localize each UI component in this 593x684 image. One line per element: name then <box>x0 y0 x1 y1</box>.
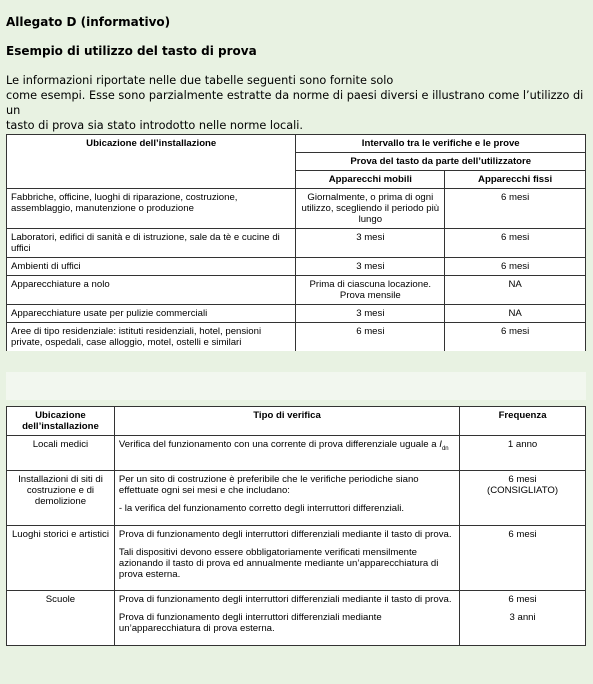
verification-type-table <box>6 406 586 646</box>
annex-title: Allegato D (informativo) <box>6 15 171 29</box>
frequency-note: (CONSIGLIATO) <box>487 485 559 496</box>
cell-location: Installazioni di siti di costruzione e di demolizione <box>7 471 115 526</box>
cell-type-text: Per un sito di costruzione è preferibile che le verifiche periodiche siano effettuate ogni sei mesi e che includano: <box>118 474 419 496</box>
test-interval-table <box>6 134 586 351</box>
page-separator-band <box>6 372 586 400</box>
cell-fixed: 6 mesi <box>445 258 586 276</box>
cell-fixed: 6 mesi <box>445 189 586 229</box>
cell-mobile: 6 mesi <box>296 323 445 352</box>
table-row <box>7 591 586 646</box>
cell-mobile: 3 mesi <box>296 258 445 276</box>
cell-location: Apparecchiature usate per pulizie commerciali <box>7 305 296 323</box>
cell-fixed: 6 mesi <box>445 229 586 258</box>
cell-mobile: Giornalmente, o prima di ogni utilizzo, scegliendo il periodo più lungo <box>296 189 445 229</box>
header-user-test: Prova del tasto da parte dell’utilizzatore <box>296 153 586 171</box>
section-title: Esempio di utilizzo del tasto di prova <box>6 44 257 58</box>
cell-frequency: 6 mesi <box>460 526 586 591</box>
cell-location: Laboratori, edifici di sanità e di istruzione, sale da tè e cucine di uffici <box>7 229 296 258</box>
cell-fixed: 6 mesi <box>445 323 586 352</box>
table-row <box>7 189 586 229</box>
table-row <box>7 471 586 526</box>
header-type: Tipo di verifica <box>114 407 459 436</box>
cell-type <box>114 436 459 471</box>
cell-location: Ambienti di uffici <box>7 258 296 276</box>
cell-type-note: Tali dispositivi devono essere obbligatoriamente verificati mensilmente azionando il tasto di prova ed annualmente mediante un’apparecchiatura di prova esterna. <box>118 547 439 580</box>
cell-type-text: Verifica del funzionamento con una corrente di prova differenziale uguale a <box>118 439 440 450</box>
cell-frequency <box>460 591 586 646</box>
table-row <box>7 323 586 352</box>
cell-mobile: 3 mesi <box>296 305 445 323</box>
header-interval: Intervallo tra le verifiche e le prove <box>296 135 586 153</box>
symbol-i: I <box>439 439 442 450</box>
header-location: Ubicazione dell’installazione <box>7 135 296 189</box>
header-mobile: Apparecchi mobili <box>296 171 445 189</box>
cell-frequency: 1 anno <box>460 436 586 471</box>
cell-location: Fabbriche, officine, luoghi di riparazione, costruzione, assemblaggio, manutenzione o produzione <box>7 189 296 229</box>
symbol-subscript: dn <box>441 445 449 452</box>
cell-fixed: NA <box>445 276 586 305</box>
frequency-value-2: 3 anni <box>509 612 536 623</box>
intro-line-2: come esempi. Esse sono parzialmente estratte da norme di paesi diversi e illustrano come l’utilizzo di un <box>6 89 584 117</box>
intro-line-1: Le informazioni riportate nelle due tabelle seguenti sono fornite solo <box>6 74 394 87</box>
table-row <box>7 276 586 305</box>
intro-line-3: tasto di prova sia stato introdotto nelle norme locali. <box>6 119 303 132</box>
cell-type-text: Prova di funzionamento degli interruttori differenziali mediante il tasto di prova. <box>118 529 452 540</box>
cell-location: Scuole <box>7 591 115 646</box>
cell-type-note: Prova di funzionamento degli interruttori differenziali mediante un’apparecchiatura di prova esterna. <box>118 612 382 634</box>
header-frequency: Frequenza <box>460 407 586 436</box>
cell-type <box>114 526 459 591</box>
cell-type-note: - la verifica del funzionamento corretto degli interruttori differenziali. <box>118 503 405 514</box>
frequency-value: 6 mesi <box>508 594 537 605</box>
cell-type-text: Prova di funzionamento degli interruttori differenziali mediante il tasto di prova. <box>118 594 452 605</box>
table-row <box>7 526 586 591</box>
cell-mobile: 3 mesi <box>296 229 445 258</box>
table-row <box>7 436 586 471</box>
table-row <box>7 229 586 258</box>
cell-type <box>114 471 459 526</box>
table-row <box>7 305 586 323</box>
cell-location: Apparecchiature a nolo <box>7 276 296 305</box>
cell-mobile: Prima di ciascuna locazione. Prova mensile <box>296 276 445 305</box>
header-location: Ubicazione dell’installazione <box>7 407 115 436</box>
header-fixed: Apparecchi fissi <box>445 171 586 189</box>
intro-paragraph <box>6 73 586 133</box>
cell-location: Locali medici <box>7 436 115 471</box>
cell-fixed: NA <box>445 305 586 323</box>
table-row <box>7 258 586 276</box>
frequency-value: 6 mesi <box>508 474 537 485</box>
cell-location: Aree di tipo residenziale: istituti residenziali, hotel, pensioni private, ospedali, case alloggio, motel, ostelli e similari <box>7 323 296 352</box>
cell-type <box>114 591 459 646</box>
cell-location: Luoghi storici e artistici <box>7 526 115 591</box>
cell-frequency <box>460 471 586 526</box>
